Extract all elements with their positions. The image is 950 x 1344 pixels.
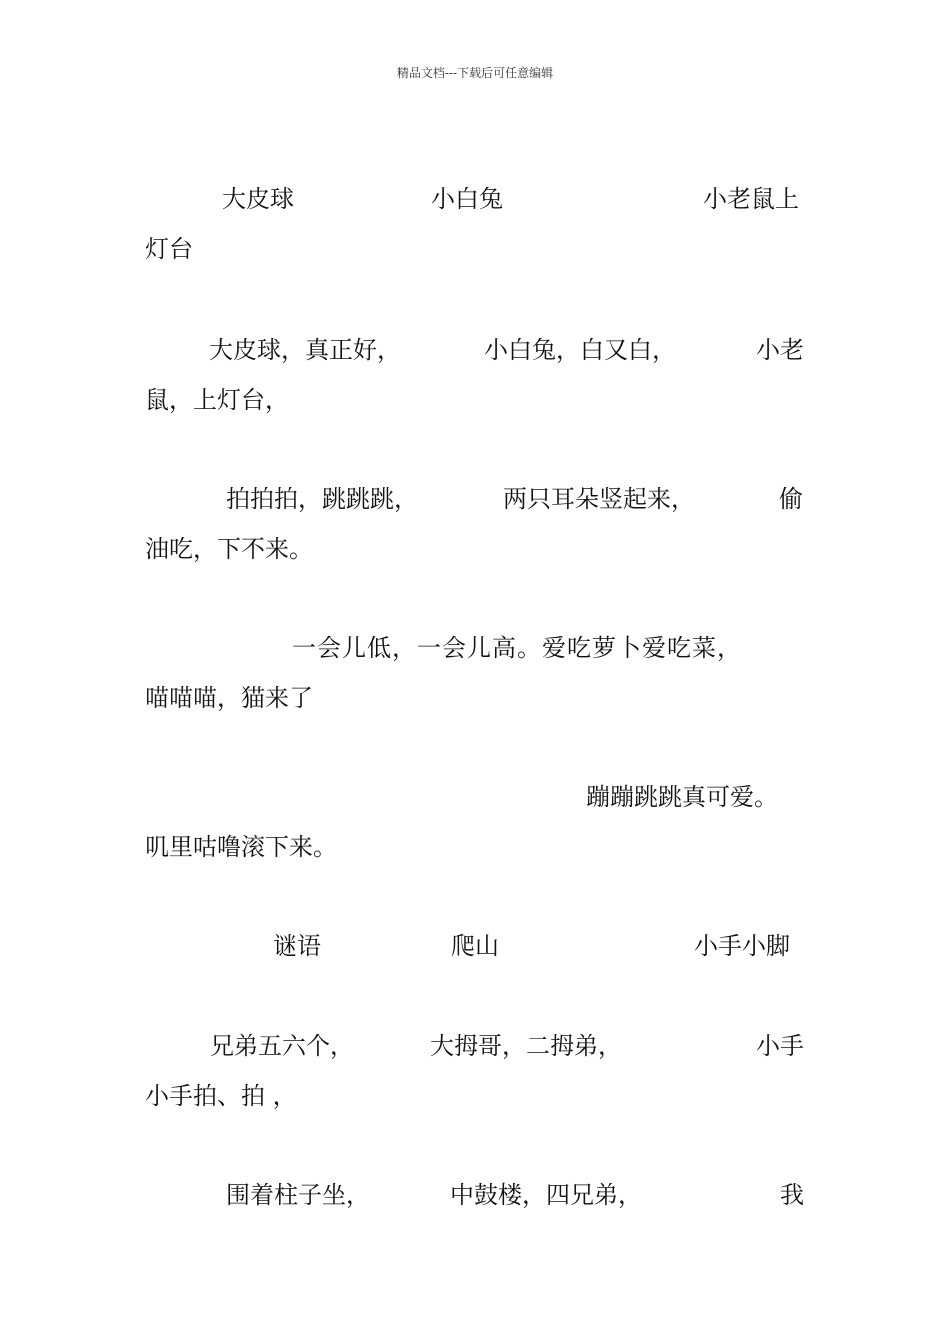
verse-line: 围着柱子坐， — [226, 1181, 370, 1209]
verse-line: 鼠，上灯台， — [145, 386, 289, 414]
title-little-mouse-cont: 灯台 — [145, 235, 193, 263]
verse-line: 小手拍、拍 ， — [145, 1082, 297, 1110]
verse-line: 蹦蹦跳跳真可爱。 — [586, 783, 778, 811]
verse-line: 偷 — [779, 485, 803, 513]
verse-line: 小老 — [756, 336, 804, 364]
verse-line: 我 — [780, 1181, 804, 1209]
title-climb: 爬山 — [451, 932, 499, 960]
verse-line: 小手 — [756, 1032, 804, 1060]
title-little-rabbit: 小白兔 — [431, 185, 503, 213]
verse-line: 中鼓楼，四兄弟， — [450, 1181, 642, 1209]
verse-line: 兄弟五六个， — [210, 1032, 354, 1060]
verse-line: 小白兔，白又白， — [484, 336, 676, 364]
title-little-mouse: 小老鼠上 — [703, 185, 799, 213]
title-little-hands-feet: 小手小脚 — [694, 932, 790, 960]
verse-line: 油吃，下不来。 — [145, 535, 313, 563]
verse-line: 大拇哥，二拇弟， — [430, 1032, 622, 1060]
verse-line: 一会儿低，一会儿高。爱吃萝卜爱吃菜， — [292, 634, 742, 662]
page-header: 精品文档---下载后可任意编辑 — [396, 66, 554, 80]
verse-line: 喵喵喵，猫来了 — [145, 684, 313, 712]
title-riddle: 谜语 — [273, 932, 321, 960]
title-big-ball: 大皮球 — [222, 185, 294, 213]
verse-line: 两只耳朵竖起来， — [503, 485, 695, 513]
verse-line: 大皮球，真正好， — [209, 336, 401, 364]
verse-line: 叽里咕噜滚下来。 — [145, 833, 337, 861]
verse-line: 拍拍拍，跳跳跳， — [226, 485, 418, 513]
